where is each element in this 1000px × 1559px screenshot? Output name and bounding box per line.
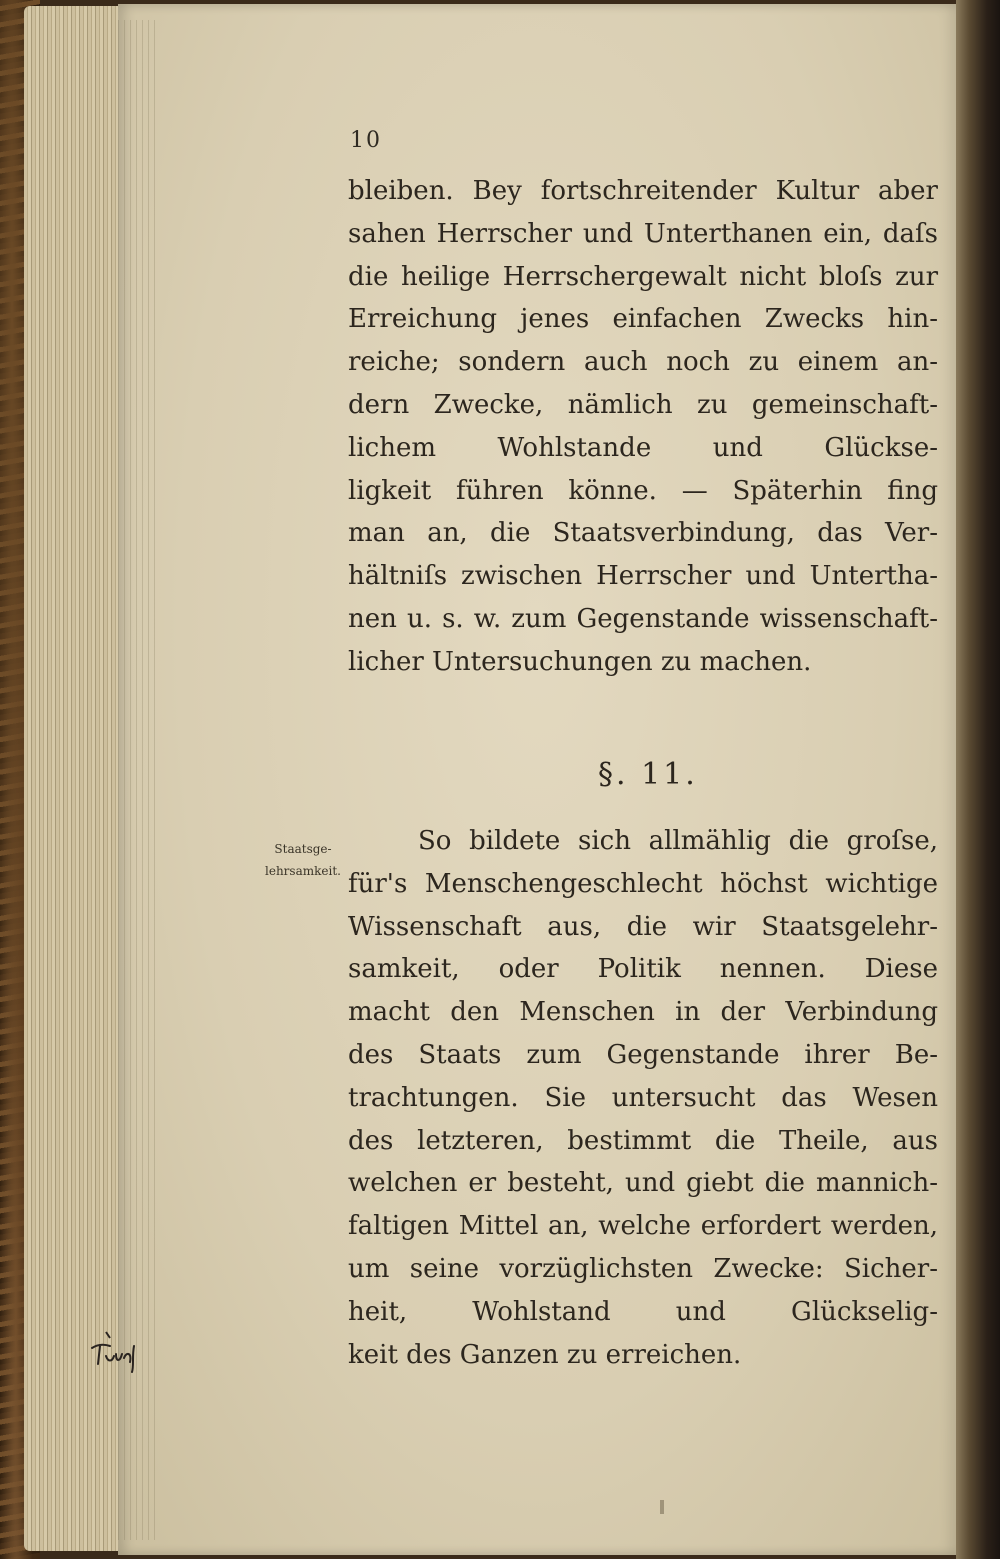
text-line: für's Menschengeschlecht höchst wichtige	[348, 868, 938, 899]
text-line: Erreichung jenes einfachen Zwecks hin-	[348, 304, 938, 335]
text-line: hältniſs zwischen Herrscher und Untertha-	[348, 561, 938, 592]
book-edge-right	[956, 0, 1000, 1559]
handwritten-mark	[88, 1328, 144, 1374]
page-number: 10	[350, 128, 382, 153]
text-line: ligkeit führen könne. — Späterhin fing	[348, 475, 938, 506]
paragraph-2	[348, 820, 938, 1376]
text-line: bleiben. Bey fortschreitender Kultur aber	[348, 176, 938, 206]
text-line: des Staats zum Gegenstande ihrer Be-	[348, 1039, 938, 1070]
text-line: So bildete sich allmählig die groſse,	[418, 826, 938, 856]
section-heading: §. 11.	[598, 757, 698, 792]
text-line: welchen er besteht, und giebt die mannich-	[348, 1168, 938, 1199]
text-line: macht den Menschen in der Verbindung	[348, 997, 938, 1028]
page-mark	[660, 1500, 664, 1514]
text-line: samkeit, oder Politik nennen. Diese	[348, 954, 938, 985]
text-line: dern Zwecke, nämlich zu gemeinschaft-	[348, 389, 938, 420]
text-line: keit des Ganzen zu erreichen.	[348, 1339, 742, 1370]
text-line: licher Untersuchungen zu machen.	[348, 646, 812, 677]
marginal-note-line: Staatsge-	[274, 842, 332, 856]
marginal-note-line: lehrsamkeit.	[265, 864, 341, 878]
text-line: lichem Wohlstande und Glückse-	[348, 432, 938, 463]
page-gutter	[118, 20, 160, 1540]
marginal-note	[258, 838, 348, 882]
text-line: um seine vorzüglichsten Zwecke: Sicher-	[348, 1253, 938, 1284]
text-line: man an, die Staatsverbindung, das Ver-	[348, 518, 938, 549]
text-line: Wissenschaft aus, die wir Staatsgelehr-	[348, 911, 938, 942]
text-line: die heilige Herrschergewalt nicht bloſs zur	[348, 261, 938, 292]
text-line: nen u. s. w. zum Gegenstande wissenschaft-	[348, 603, 938, 634]
text-line: faltigen Mittel an, welche erfordert werden,	[348, 1211, 938, 1242]
text-line: des letzteren, bestimmt die Theile, aus	[348, 1125, 938, 1156]
text-line: trachtungen. Sie untersucht das Wesen	[348, 1082, 938, 1113]
text-line: heit, Wohlstand und Glückselig-	[348, 1296, 938, 1327]
text-line: reiche; sondern auch noch zu einem an-	[348, 347, 938, 378]
text-line: sahen Herrscher und Unterthanen ein, daſs	[348, 218, 938, 249]
paragraph-1	[348, 170, 938, 684]
